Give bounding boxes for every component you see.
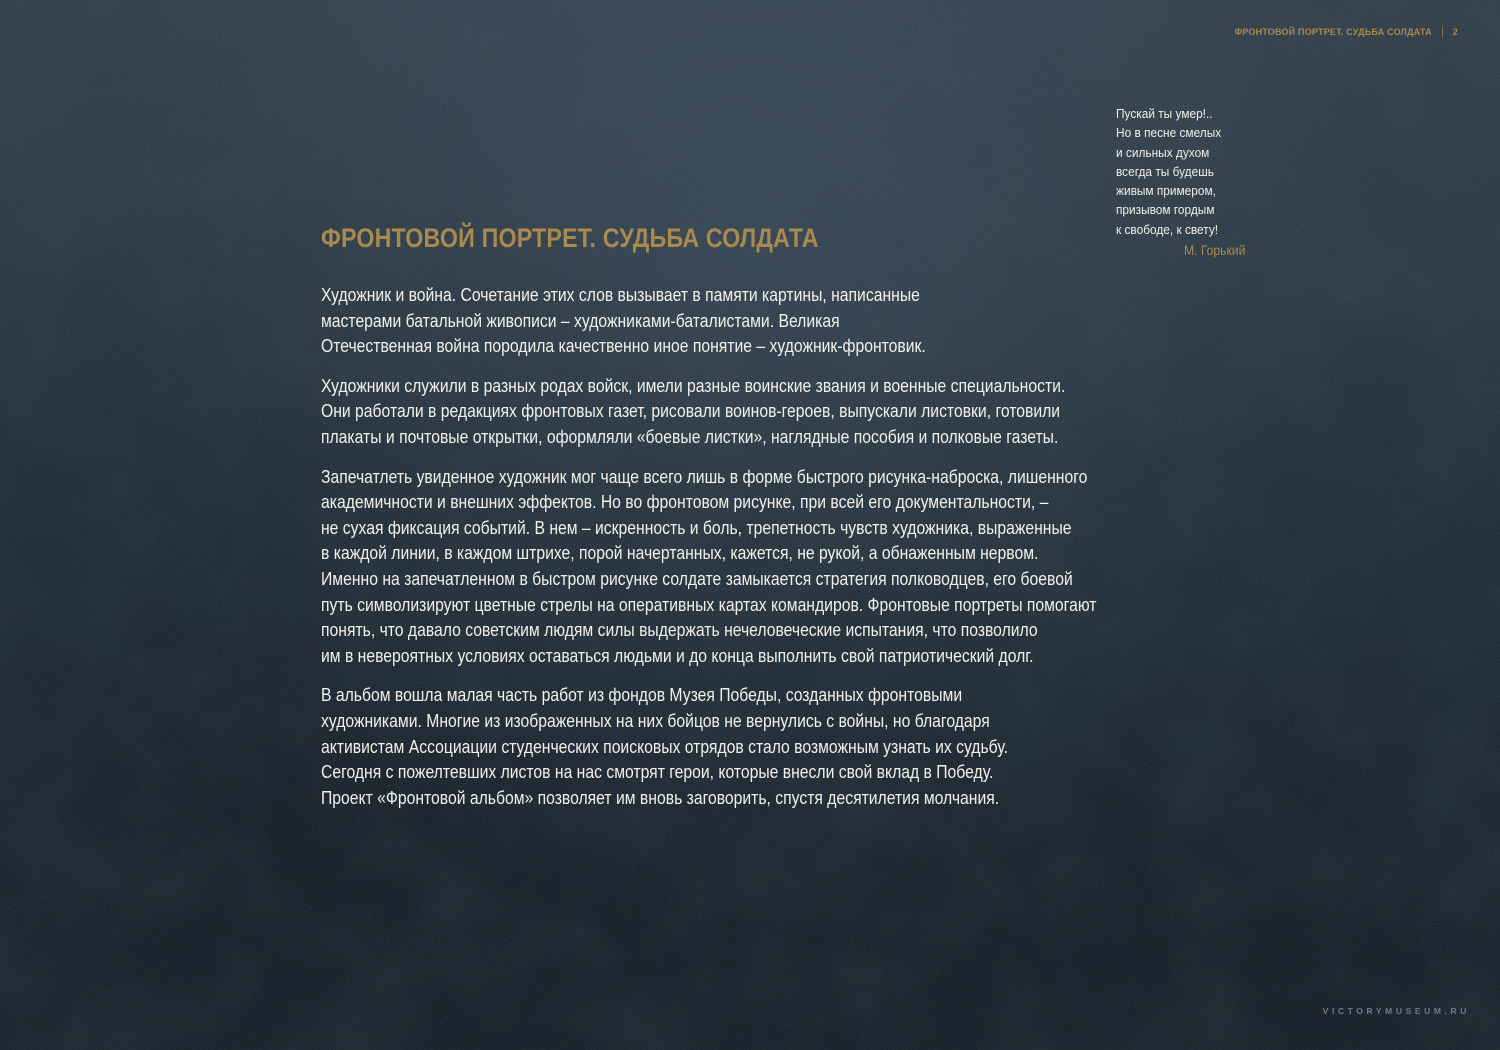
- website-link[interactable]: VICTORYMUSEUM.RU: [1322, 1006, 1470, 1016]
- page-title: ФРОНТОВОЙ ПОРТРЕТ. СУДЬБА СОЛДАТА: [321, 223, 819, 253]
- text-line: понять, что давало советским людям силы выдержать нечеловеческие испытания, что позволило: [321, 619, 1038, 641]
- paragraph-4: [321, 682, 1224, 810]
- text-line: мастерами батальной живописи – художниками-баталистами. Великая: [321, 309, 840, 331]
- epigraph-line: всегда ты будешь: [1116, 163, 1214, 179]
- text-line: в каждой линии, в каждом штрихе, порой начертанных, кажется, не рукой, а обнаженным нервом.: [321, 542, 1039, 564]
- text-line: им в невероятных условиях оставаться людьми и до конца выполнить свой патриотический долг.: [321, 644, 1034, 666]
- text-line: Проект «Фронтовой альбом» позволяет им вновь заговорить, спустя десятилетия молчания.: [321, 786, 1000, 808]
- paragraph-2: [321, 373, 1224, 450]
- text-line: Именно на запечатленном в быстром рисунке солдате замыкается стратегия полководцев, его боевой: [321, 567, 1073, 589]
- epigraph-line: к свободе, к свету!: [1116, 221, 1219, 237]
- text-line: Запечатлеть увиденное художник мог чаще всего лишь в форме быстрого рисунка-наброска, лишенного: [321, 465, 1088, 487]
- running-header-title: ФРОНТОВОЙ ПОРТРЕТ. СУДЬБА СОЛДАТА: [1234, 27, 1432, 37]
- paragraph-1: [321, 282, 1224, 359]
- text-line: не сухая фиксация событий. В нем – искренность и боль, трепетность чувств художника, выраженные: [321, 516, 1072, 538]
- text-line: Художник и война. Сочетание этих слов вызывает в памяти картины, написанные: [321, 284, 920, 305]
- text-line: Отечественная война породила качественно иное понятие – художник-фронтовик.: [321, 335, 926, 357]
- text-line: художниками. Многие из изображенных на них бойцов не вернулись с войны, но благодаря: [321, 709, 990, 731]
- epigraph-line: Но в песне смелых: [1116, 125, 1222, 141]
- epigraph-author: М. Горький: [1184, 243, 1246, 258]
- text-line: плакаты и почтовые открытки, оформляли «боевые листки», наглядные пособия и полковые газеты.: [321, 425, 1059, 447]
- text-line: Они работали в редакциях фронтовых газет, рисовали воинов-героев, выпускали листовки, готовили: [321, 400, 1061, 422]
- text-line: активистам Ассоциации студенческих поисковых отрядов стало возможным узнать их судьбу.: [321, 735, 1008, 757]
- text-line: Сегодня с пожелтевших листов на нас смотрят герои, которые внесли свой вклад в Победу.: [321, 761, 994, 783]
- epigraph-line: Пускай ты умер!..: [1116, 106, 1213, 121]
- paragraph-3: [321, 464, 1224, 669]
- text-line: академичности и внешних эффектов. Но во фронтовом рисунке, при всей его документальности, –: [321, 491, 1049, 513]
- epigraph-line: живым примером,: [1116, 183, 1216, 199]
- running-header-divider: [1442, 27, 1443, 37]
- page-number: 2: [1452, 27, 1458, 37]
- running-header: [1234, 27, 1458, 37]
- epigraph-line: и сильных духом: [1116, 144, 1210, 160]
- text-line: путь символизируют цветные стрелы на оперативных картах командиров. Фронтовые портреты помогают: [321, 593, 1097, 615]
- epigraph-line: призывом гордым: [1116, 202, 1215, 218]
- text-line: Художники служили в разных родах войск, имели разные воинские звания и военные специальности.: [321, 374, 1066, 396]
- epigraph-quote: [1116, 104, 1251, 239]
- article-body: [321, 282, 1224, 824]
- text-line: В альбом вошла малая часть работ из фондов Музея Победы, созданных фронтовыми: [321, 684, 963, 706]
